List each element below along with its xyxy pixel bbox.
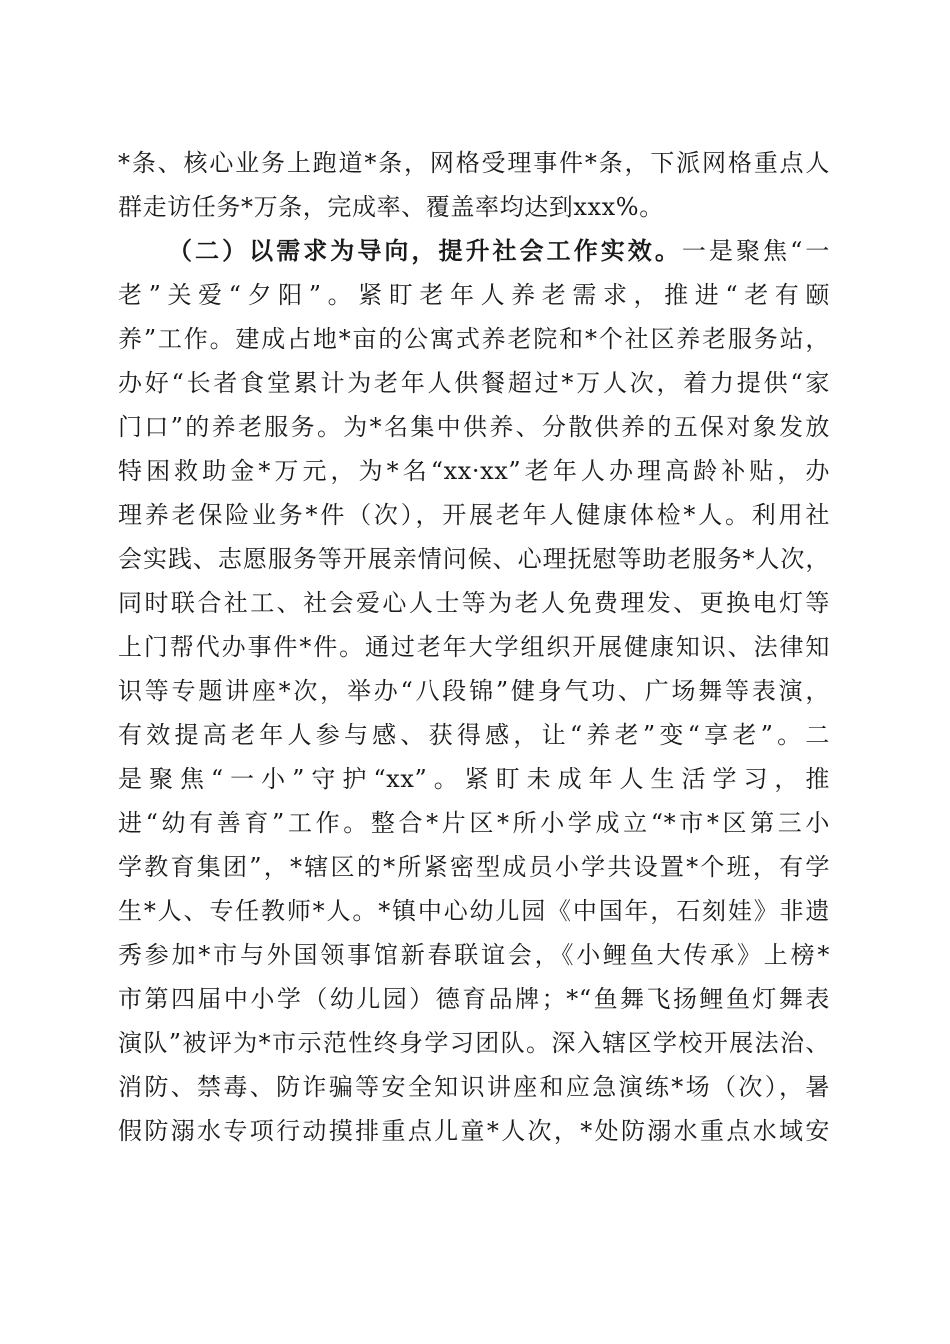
section-heading: （二）以需求为导向，提升社会工作实效。 (168, 236, 682, 265)
text-line: *条、核心业务上跑道*条，网格受理事件*条，下派网格重点人 (118, 149, 830, 177)
text-line: 演队”被评为*市示范性终身学习团队。深入辖区学校开展法治、 (118, 1029, 830, 1057)
text-line: 同时联合社工、社会爱心人士等为老人免费理发、更换电灯等 (118, 589, 830, 617)
text-line: 市第四届中小学（幼儿园）德育品牌；*“鱼舞飞扬鲤鱼灯舞表 (118, 985, 830, 1013)
text-line: 假防溺水专项行动摸排重点儿童*人次，*处防溺水重点水域安 (118, 1117, 830, 1145)
text-line: 理养老保险业务*件（次），开展老年人健康体检*人。利用社 (118, 501, 830, 529)
text-line: 老”关爱“夕阳”。紧盯老年人养老需求，推进“老有颐 (118, 281, 830, 309)
text-line: 群走访任务*万条，完成率、覆盖率均达到xxx%。 (118, 193, 664, 221)
text-line: 有效提高老年人参与感、获得感，让“养老”变“享老”。二 (118, 721, 830, 749)
text-line: 生*人、专任教师*人。*镇中心幼儿园《中国年，石刻娃》非遗 (118, 897, 830, 925)
text-line: 是聚焦“一小”守护“xx”。紧盯未成年人生活学习，推 (118, 765, 830, 793)
section-heading-line (168, 231, 830, 271)
text-line: 学教育集团”，*辖区的*所紧密型成员小学共设置*个班，有学 (118, 853, 830, 881)
text-run: 一是聚焦“一 (681, 237, 830, 265)
text-line: 特困救助金*万元，为*名“xx·xx”老年人办理高龄补贴，办 (118, 457, 830, 485)
text-line: 办好“长者食堂累计为老年人供餐超过*万人次，着力提供“家 (118, 369, 830, 397)
text-line: 秀参加*市与外国领事馆新春联谊会，《小鲤鱼大传承》上榜* (118, 941, 830, 969)
text-line: 识等专题讲座*次，举办“八段锦”健身气功、广场舞等表演， (118, 677, 830, 705)
text-line: 养”工作。建成占地*亩的公寓式养老院和*个社区养老服务站， (118, 325, 830, 353)
text-line: 上门帮代办事件*件。通过老年大学组织开展健康知识、法律知 (118, 633, 830, 661)
text-line: 进“幼有善育”工作。整合*片区*所小学成立“*市*区第三小 (118, 809, 830, 837)
text-line: 消防、禁毒、防诈骗等安全知识讲座和应急演练*场（次），暑 (118, 1073, 830, 1101)
text-line: 会实践、志愿服务等开展亲情问候、心理抚慰等助老服务*人次， (118, 545, 830, 573)
text-line: 门口”的养老服务。为*名集中供养、分散供养的五保对象发放 (118, 413, 830, 441)
